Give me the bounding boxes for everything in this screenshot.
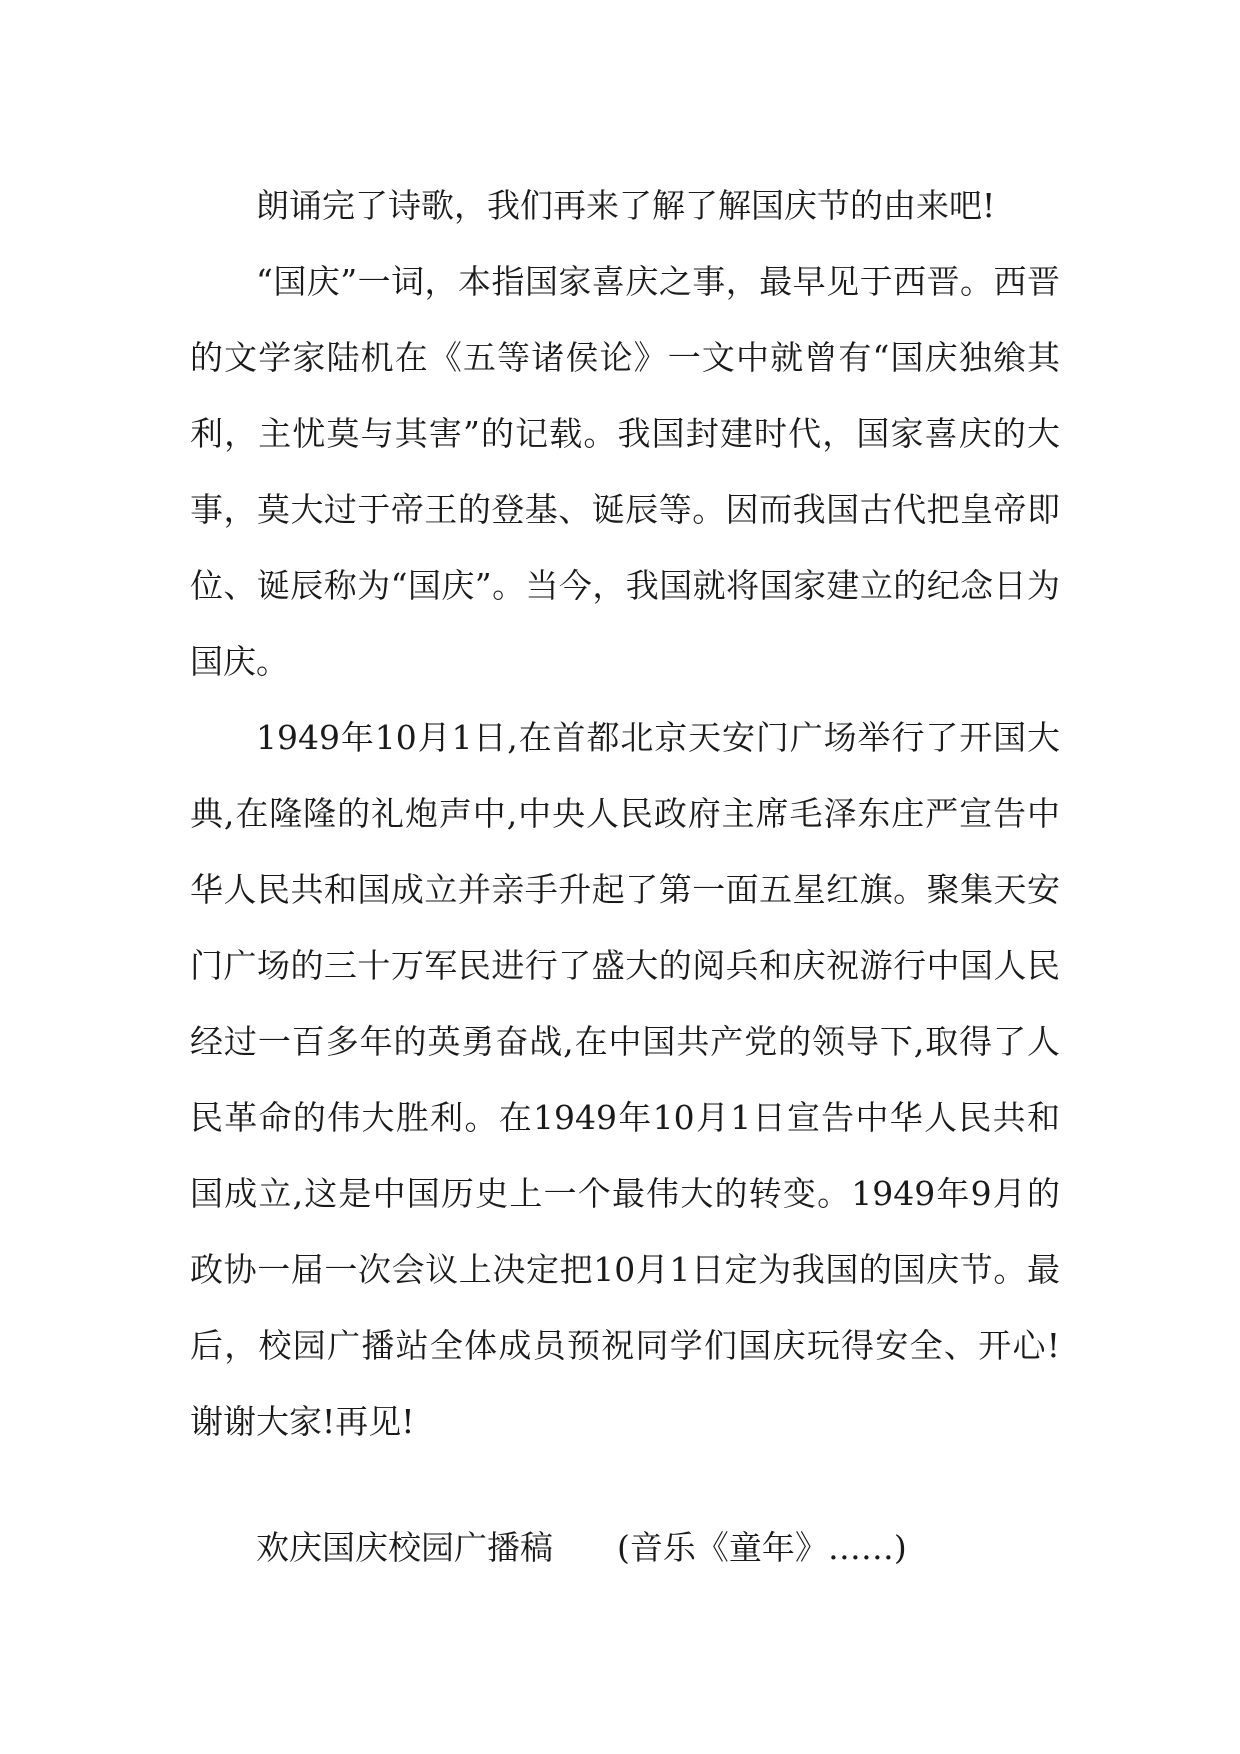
paragraph-history: 1949年10月1日,在首都北京天安门广场举行了开国大典,在隆隆的礼炮声中,中央人民政府主席毛泽东庄严宣告中华人民共和国成立并亲手升起了第一面五星红旗。聚集天安门广场的三十万军民进行了盛大的阅兵和庆祝游行中国人民经过一百多年的英勇奋战,在中国共产党的领导下,取得了人民革命的伟大胜利。在1949年10月1日宣告中华人民共和国成立,这是中国历史上一个最伟大的转变。1949年9月的政协一届一次会议上决定把10月1日定为我国的国庆节。最后，校园广播站全体成员预祝同学们国庆玩得安全、开心!谢谢大家!再见! xyxy=(190,718,1060,1441)
footer-title: 欢庆国庆校园广播稿 xyxy=(256,1528,553,1567)
footer-music-note: (音乐《童年》……) xyxy=(617,1528,907,1567)
footer-line xyxy=(256,1523,907,1573)
paragraph-intro: 朗诵完了诗歌，我们再来了解了解国庆节的由来吧! xyxy=(256,186,996,225)
body-text xyxy=(190,168,1060,1460)
paragraph-origin: “国庆”一词，本指国家喜庆之事，最早见于西晋。西晋的文学家陆机在《五等诸侯论》一文中就曾有“国庆独飨其利，主忧莫与其害”的记载。我国封建时代，国家喜庆的大事，莫大过于帝王的登基、诞辰等。因而我国古代把皇帝即位、诞辰称为“国庆”。当今，我国就将国家建立的纪念日为国庆。 xyxy=(190,262,1060,681)
